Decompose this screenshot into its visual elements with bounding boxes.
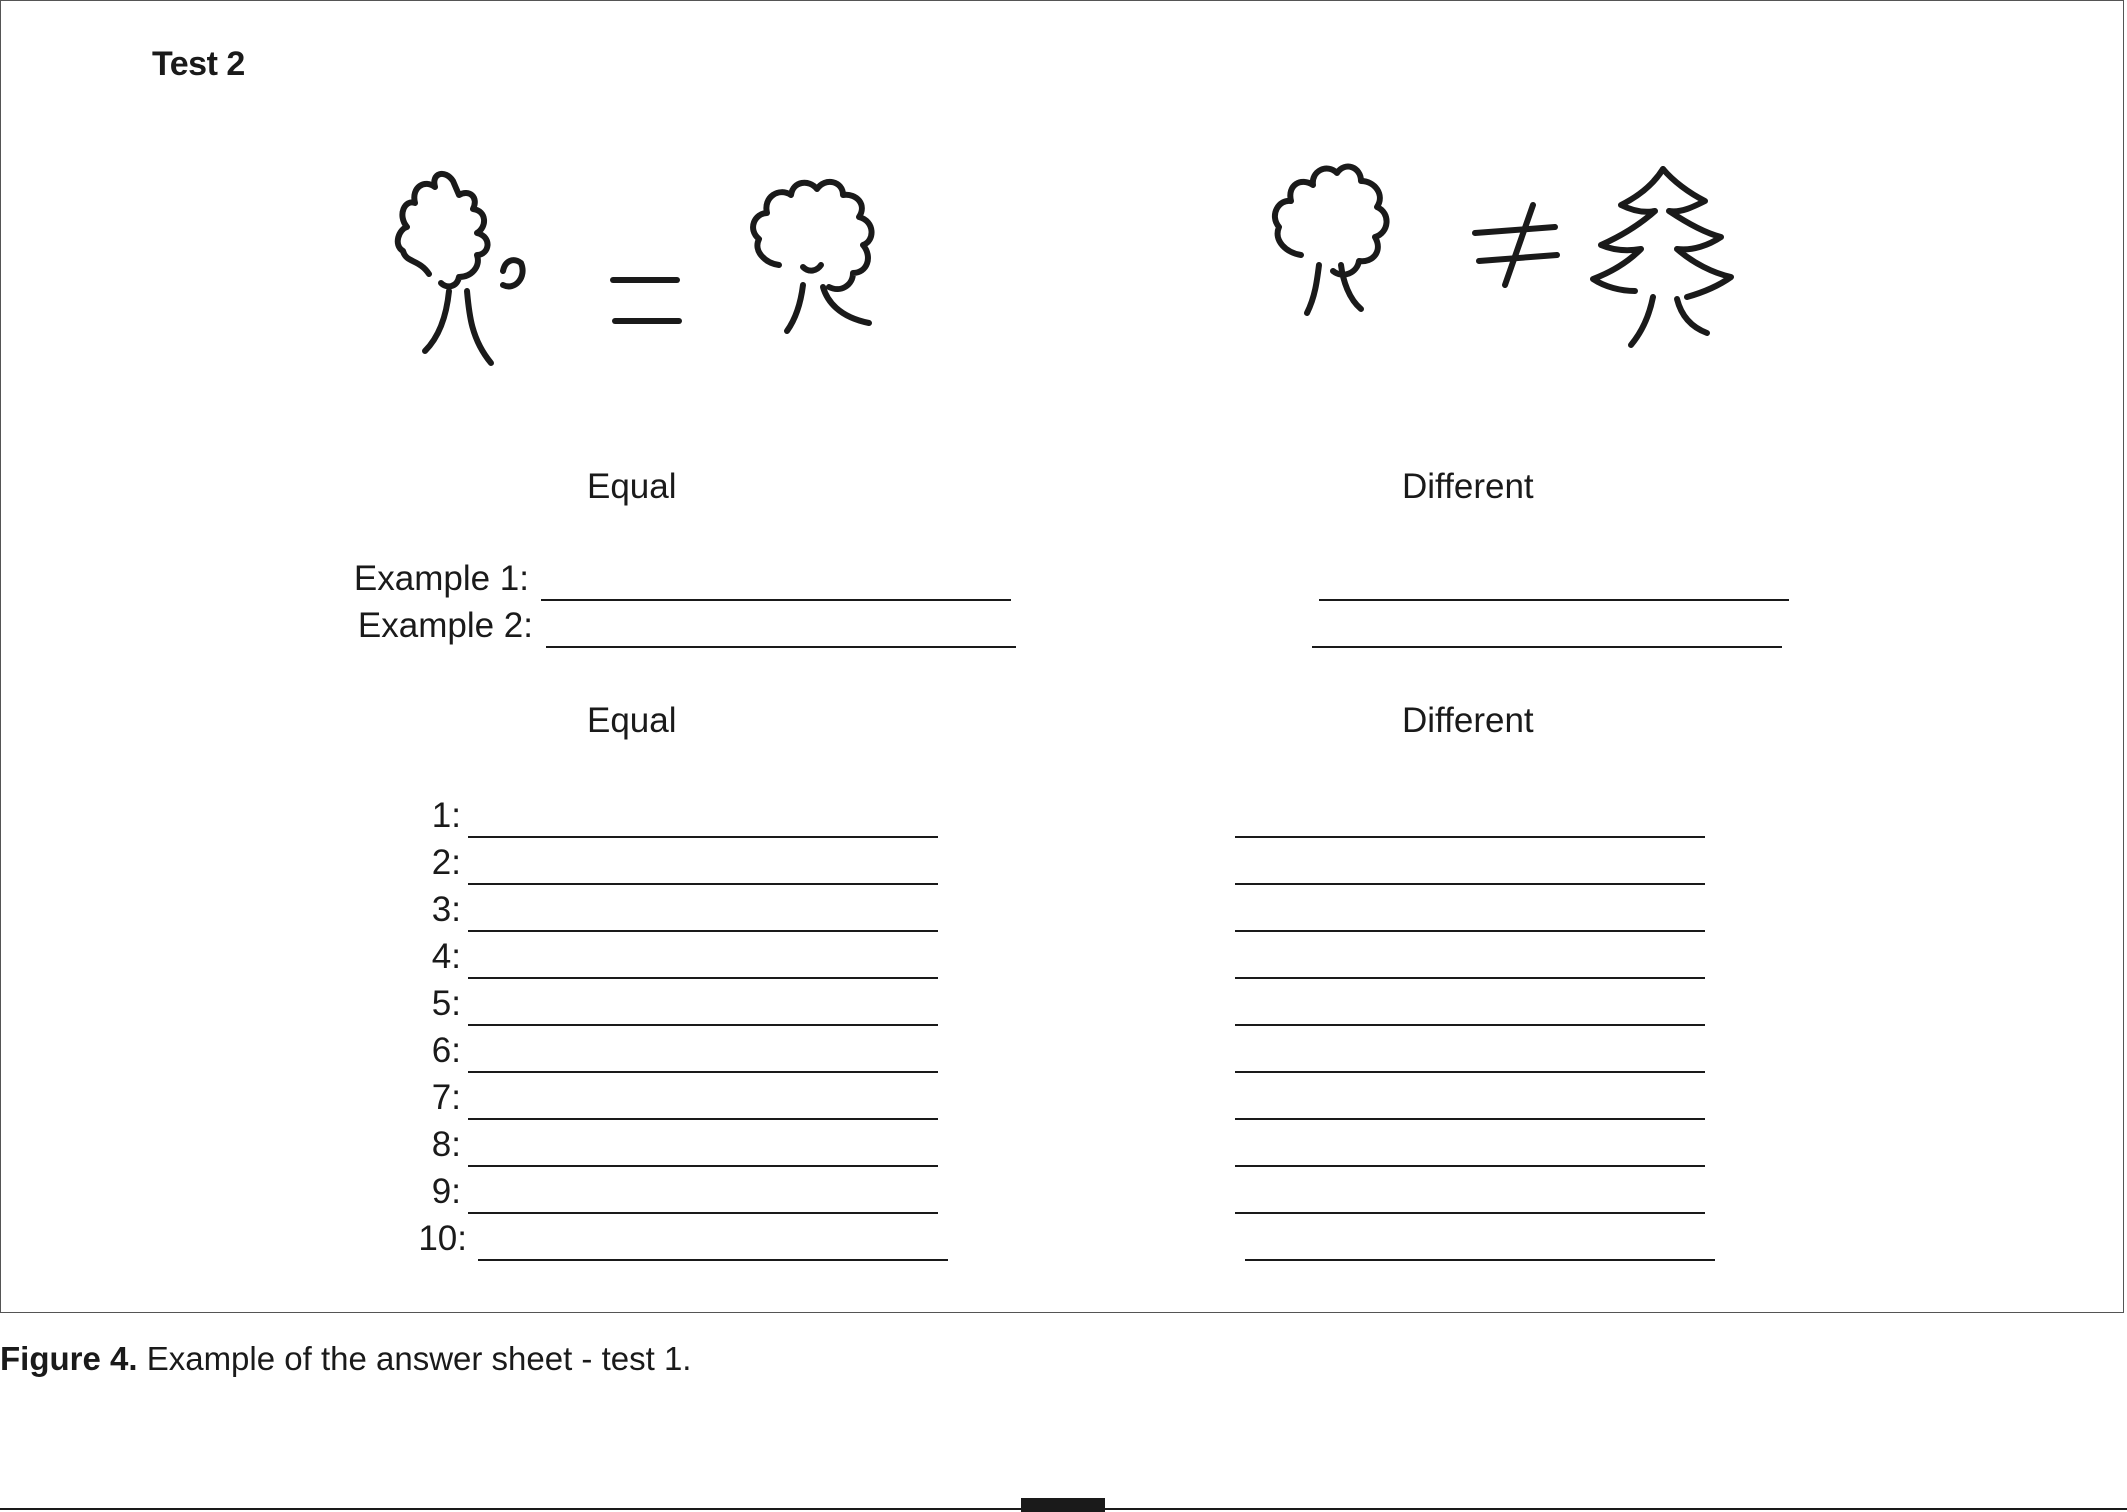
different-answer-line[interactable]	[1235, 930, 1705, 932]
equal-answer-line[interactable]	[478, 1259, 948, 1261]
answer-row-label: 9:	[431, 1172, 461, 1211]
answer-equal-heading: Equal	[587, 701, 677, 740]
answer-row-label: 6:	[431, 1031, 461, 1070]
different-answer-line[interactable]	[1235, 1212, 1705, 1214]
answer-row-label: 4:	[431, 937, 461, 976]
different-answer-line[interactable]	[1245, 1259, 1715, 1261]
conifer-tree-icon	[1593, 169, 1731, 345]
example-different-answer-line[interactable]	[1319, 599, 1789, 601]
caption-label: Figure 4.	[0, 1340, 138, 1377]
equal-answer-line[interactable]	[468, 836, 938, 838]
answer-row-label: 3:	[431, 890, 461, 929]
equals-sign-icon	[613, 280, 679, 321]
answer-row-label: 5:	[431, 984, 461, 1023]
different-answer-line[interactable]	[1235, 883, 1705, 885]
example-equal-answer-line[interactable]	[541, 599, 1011, 601]
example-equal-heading: Equal	[587, 467, 677, 506]
page-number-tab	[1021, 1498, 1105, 1512]
different-answer-line[interactable]	[1235, 977, 1705, 979]
equal-answer-line[interactable]	[468, 883, 938, 885]
answer-row-label: 10:	[418, 1219, 467, 1258]
figure-caption	[0, 1340, 691, 1378]
different-answer-line[interactable]	[1235, 1118, 1705, 1120]
equal-answer-line[interactable]	[468, 930, 938, 932]
broadleaf-tree-icon	[1275, 167, 1387, 313]
equal-answer-line[interactable]	[468, 1212, 938, 1214]
answer-row-label: 7:	[431, 1078, 461, 1117]
example-different-answer-line[interactable]	[1312, 646, 1782, 648]
equal-answer-line[interactable]	[468, 1024, 938, 1026]
different-answer-line[interactable]	[1235, 1024, 1705, 1026]
answer-row-label: 8:	[431, 1125, 461, 1164]
answer-row-label: 2:	[431, 843, 461, 882]
equal-answer-line[interactable]	[468, 977, 938, 979]
broadleaf-tree-icon	[398, 174, 523, 363]
not-equal-sign-icon	[1475, 205, 1557, 285]
pictogram-examples	[1, 1, 2125, 421]
equal-answer-line[interactable]	[468, 1071, 938, 1073]
equal-answer-line[interactable]	[468, 1118, 938, 1120]
answer-different-heading: Different	[1402, 701, 1534, 740]
sheet-title: Test 2	[152, 45, 245, 83]
example-equal-answer-line[interactable]	[546, 646, 1016, 648]
example-different-heading: Different	[1402, 467, 1534, 506]
different-answer-line[interactable]	[1235, 1165, 1705, 1167]
caption-text: Example of the answer sheet - test 1.	[137, 1340, 692, 1377]
example-row-label: Example 1:	[353, 559, 529, 598]
example-row-label: Example 2:	[357, 606, 533, 645]
different-answer-line[interactable]	[1235, 836, 1705, 838]
equal-answer-line[interactable]	[468, 1165, 938, 1167]
different-answer-line[interactable]	[1235, 1071, 1705, 1073]
answer-row-label: 1:	[431, 796, 461, 835]
broadleaf-tree-icon	[753, 182, 871, 331]
